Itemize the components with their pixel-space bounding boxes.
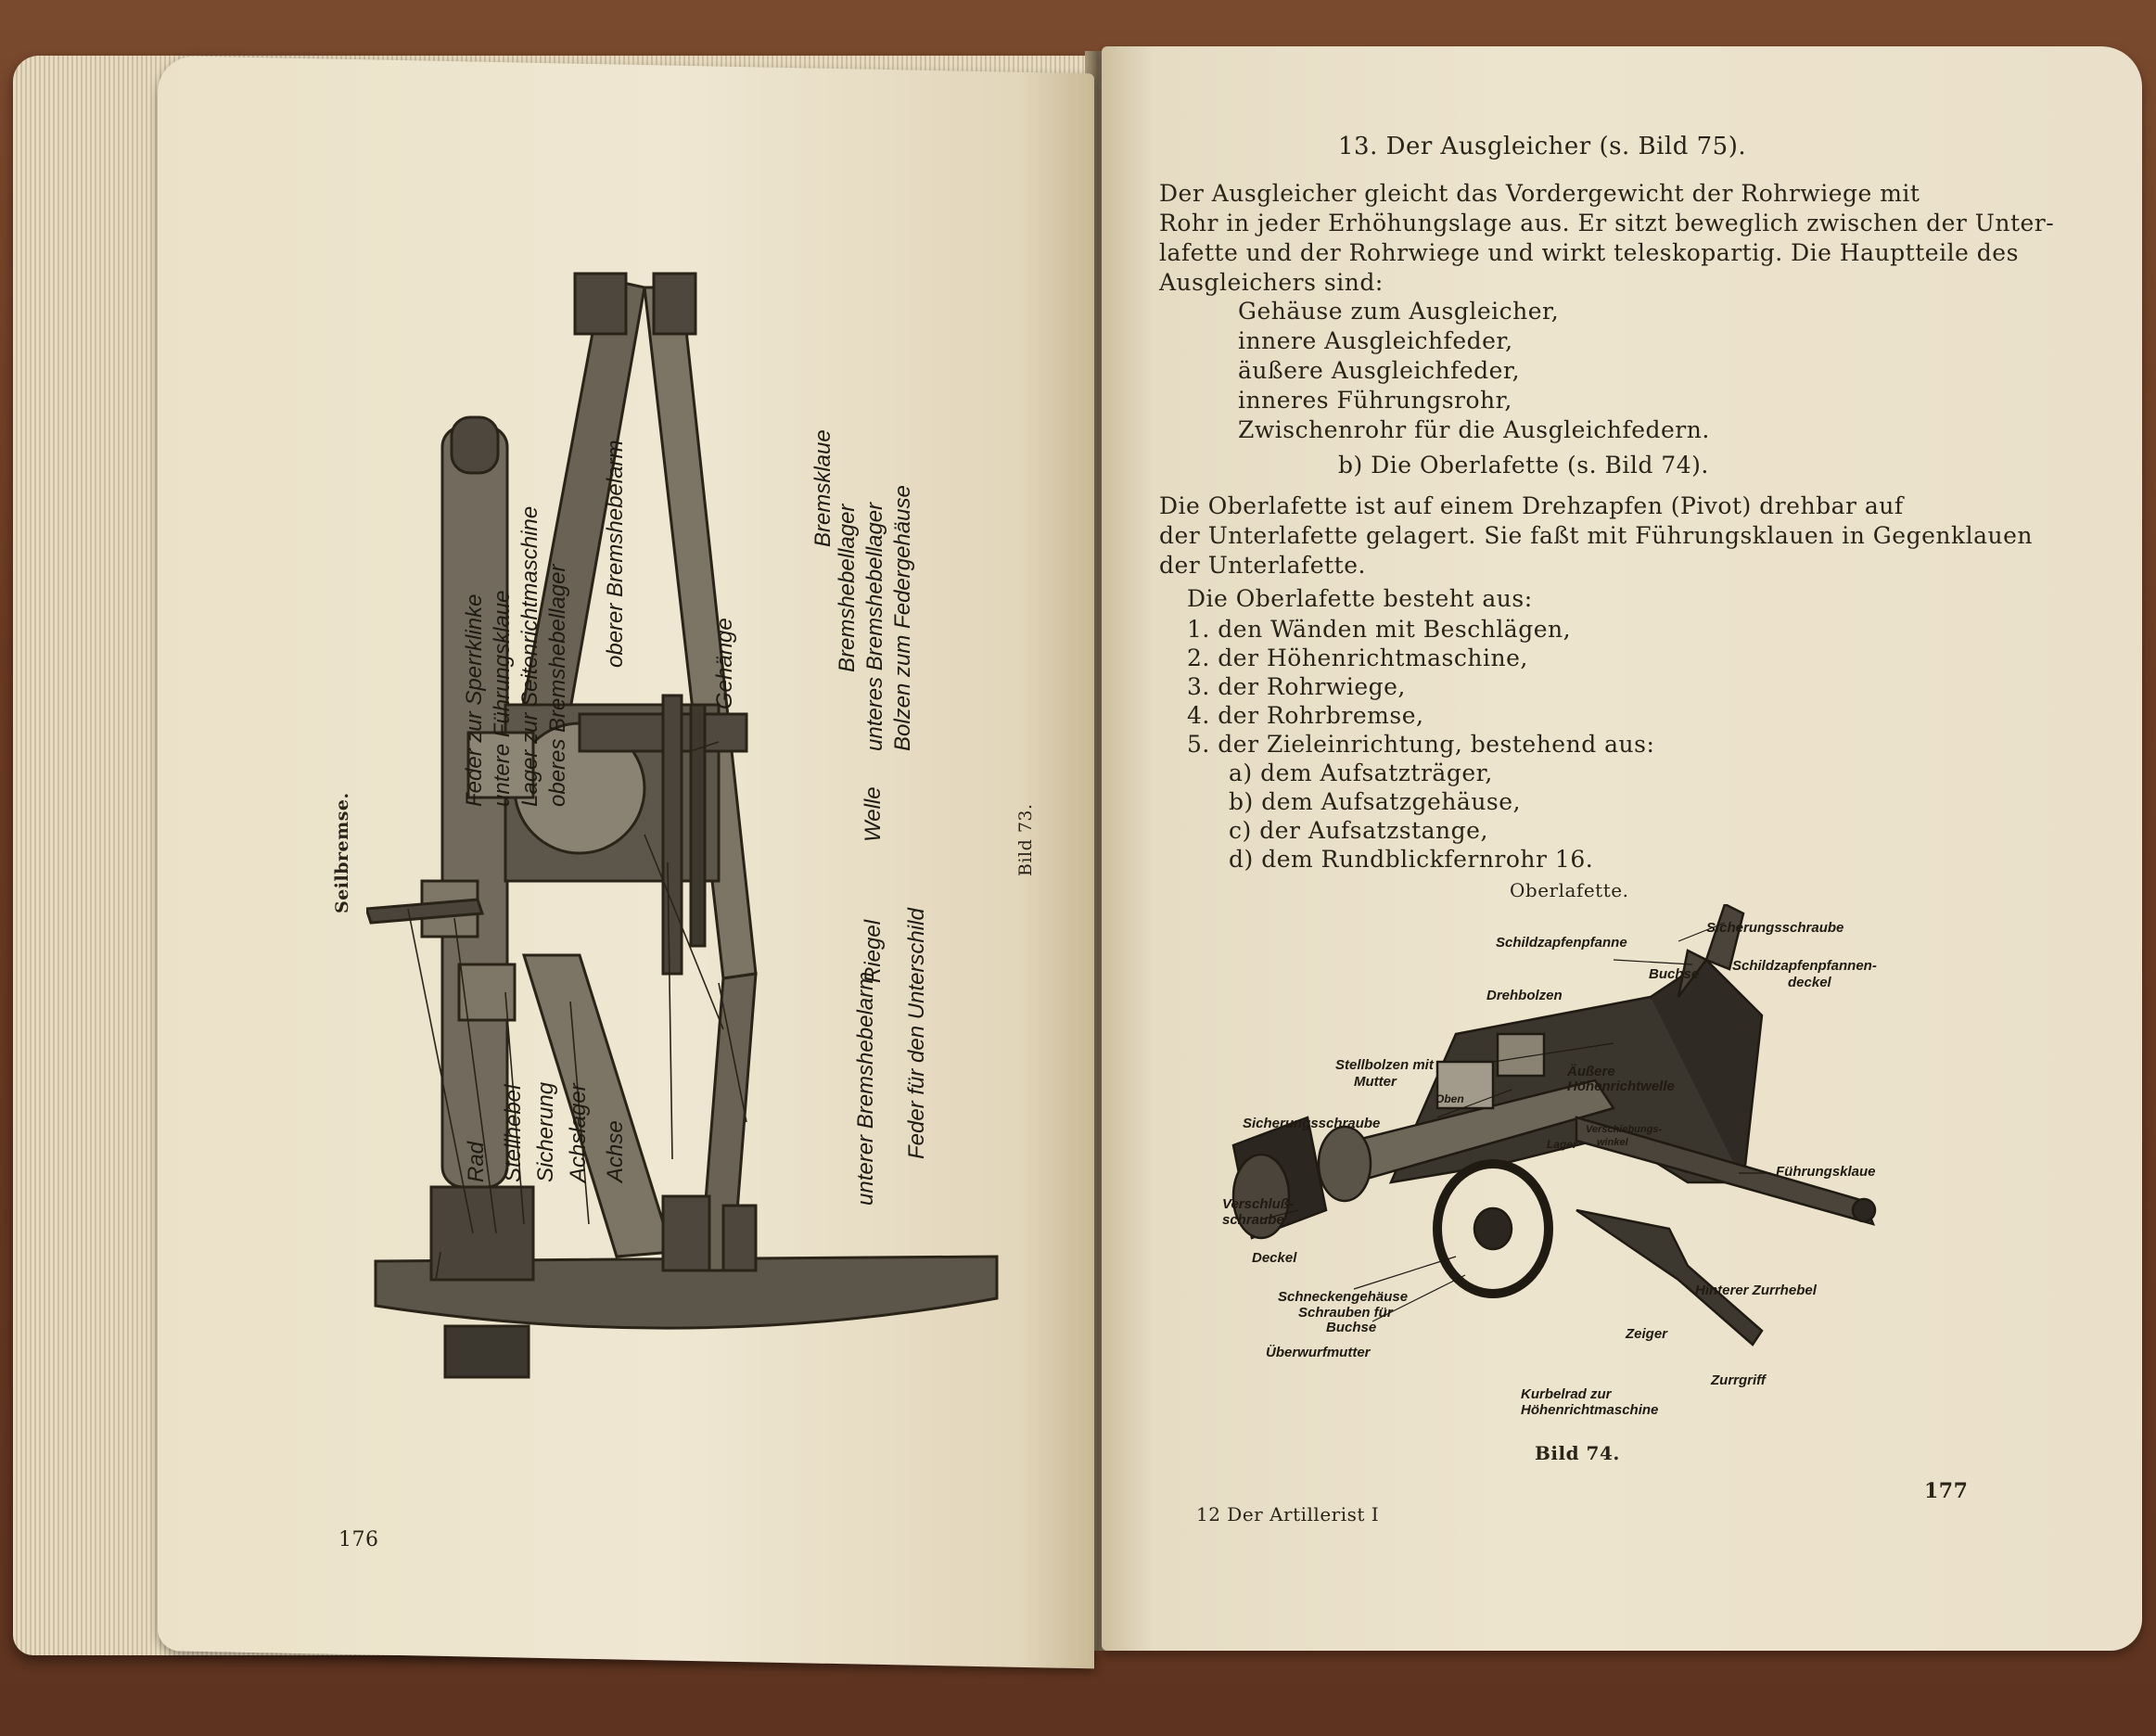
label-bremshebellager: Bremshebellager xyxy=(835,504,860,672)
label-hinterer-zurrhebel: Hinterer Zurrhebel xyxy=(1695,1283,1817,1298)
label-aeussere: Äußere xyxy=(1567,1064,1615,1079)
subsection-heading: b) Die Oberlafette (s. Bild 74). xyxy=(1338,452,1709,479)
label-stellbolzen: Stellbolzen mit xyxy=(1335,1057,1434,1073)
label-lager-seitenrichtmaschine: Lager zur Seitenrichtmaschine xyxy=(517,505,542,807)
text-line: der Unterlafette gelagert. Sie faßt mit Führungsklauen in Gegenklauen xyxy=(1159,522,2034,549)
label-unterer-bremshebelarm: unterer Bremshebelarm xyxy=(853,971,878,1206)
list-item: äußere Ausgleichfeder, xyxy=(1238,357,1521,384)
text-line: Ausgleichers sind: xyxy=(1159,269,1384,296)
label-oben: Oben xyxy=(1435,1092,1464,1105)
label-unteres-bremshebellager: unteres Bremshebellager xyxy=(862,502,887,751)
brake-drawing xyxy=(366,269,1034,1400)
list-item: Zwischenrohr für die Ausgleichfedern. xyxy=(1238,416,1710,443)
label-schrauben-buchse-cont: Buchse xyxy=(1326,1320,1377,1335)
numbered-list xyxy=(1187,615,1654,759)
label-zurrgriff: Zurrgriff xyxy=(1711,1372,1766,1388)
list-item: 3. der Rohrwiege, xyxy=(1187,673,1406,700)
label-verschlussschraube-cont: schraube xyxy=(1222,1212,1284,1228)
label-verschiebungswinkel: Verschiebungs- xyxy=(1586,1124,1663,1135)
list-item: 5. der Zieleinrichtung, bestehend aus: xyxy=(1187,731,1655,758)
list-item: inneres Führungsrohr, xyxy=(1238,387,1512,414)
label-bolzen-federgehaeuse: Bolzen zum Federgehäuse xyxy=(890,485,915,751)
label-stellbolzen-mutter: Mutter xyxy=(1354,1074,1397,1090)
label-ueberwurfmutter: Überwurfmutter xyxy=(1266,1345,1371,1360)
label-lager: Lager xyxy=(1547,1138,1577,1151)
label-deckel: Deckel xyxy=(1252,1250,1297,1266)
list-item: 1. den Wänden mit Beschlägen, xyxy=(1187,616,1572,643)
label-kurbelrad: Kurbelrad zur xyxy=(1521,1386,1612,1402)
label-welle: Welle xyxy=(861,786,886,842)
list-item: d) dem Rundblickfernrohr 16. xyxy=(1229,846,1594,873)
right-page-number: 177 xyxy=(1924,1479,1969,1503)
label-oberes-bremshebellager: oberes Bremshebellager xyxy=(545,564,570,807)
label-schrauben-buchse: Schrauben für xyxy=(1298,1305,1393,1321)
list-item: 4. der Rohrbremse, xyxy=(1187,702,1424,729)
label-sicherungsschraube-top: Sicherungsschraube xyxy=(1706,920,1844,936)
label-rad: Rad xyxy=(464,1141,489,1182)
figure-74-caption: Bild 74. xyxy=(1535,1442,1620,1464)
label-sicherungsschraube: Sicherungsschraube xyxy=(1243,1116,1381,1131)
left-page-number: 176 xyxy=(338,1528,379,1551)
list-item: Gehäuse zum Ausgleicher, xyxy=(1238,298,1560,325)
label-hoehenrichtwelle: Höhenrichtwelle xyxy=(1567,1079,1675,1094)
label-oberer-bremshebelarm: oberer Bremshebelarm xyxy=(603,440,628,668)
label-buchse: Buchse xyxy=(1649,966,1700,982)
label-schildzapfenpfanne: Schildzapfenpfanne xyxy=(1496,935,1627,951)
figure-73-label: Bild 73. xyxy=(1015,803,1036,876)
label-drehbolzen: Drehbolzen xyxy=(1486,988,1563,1003)
left-page-title: Seilbremse. xyxy=(332,792,352,913)
paragraph-ausgleicher xyxy=(1159,179,2054,298)
label-achse: Achse xyxy=(603,1120,628,1182)
label-zeiger: Zeiger xyxy=(1626,1326,1668,1342)
section-heading: 13. Der Ausgleicher (s. Bild 75). xyxy=(1338,133,1747,160)
label-gehaenge: Gehänge xyxy=(712,618,737,709)
label-kurbelrad-cont: Höhenrichtmaschine xyxy=(1521,1402,1659,1418)
list-item: a) dem Aufsatzträger, xyxy=(1229,760,1493,786)
label-feder-sperrklinke: Feder zur Sperrklinke xyxy=(462,594,487,807)
list-item: c) der Aufsatzstange, xyxy=(1229,817,1488,844)
text-line: lafette und der Rohrwiege und wirkt teleskopartig. Die Hauptteile des xyxy=(1159,239,2019,266)
label-stellhebel: Stellhebel xyxy=(501,1084,526,1182)
label-verschiebungswinkel-cont: winkel xyxy=(1597,1137,1628,1148)
label-achslager: Achslager xyxy=(566,1083,591,1182)
text-line: Der Ausgleicher gleicht das Vordergewicht der Rohrwiege mit xyxy=(1159,180,1920,207)
paragraph-besteht: Die Oberlafette besteht aus: xyxy=(1187,585,1533,612)
page-footer: 12 Der Artillerist I xyxy=(1196,1503,1380,1525)
text-line: Rohr in jeder Erhöhungslage aus. Er sitzt beweglich zwischen der Unter- xyxy=(1159,210,2055,236)
paragraph-oberlafette xyxy=(1159,491,2033,581)
label-verschlussschraube: Verschluß- xyxy=(1222,1196,1294,1212)
label-riegel: Riegel xyxy=(861,919,886,983)
list-item: 2. der Höhenrichtmaschine, xyxy=(1187,645,1528,671)
label-bremsklaue: Bremsklaue xyxy=(810,429,836,547)
list-ausgleicher-parts xyxy=(1238,297,1710,445)
lettered-list xyxy=(1229,759,1593,874)
list-item: innere Ausgleichfeder, xyxy=(1238,327,1513,354)
label-schildzapfenpfannendeckel-cont: deckel xyxy=(1788,975,1831,990)
list-item: b) dem Aufsatzgehäuse, xyxy=(1229,788,1521,815)
label-sicherung: Sicherung xyxy=(533,1081,558,1182)
label-untere-fuehrungsklaue: untere Führungsklaue xyxy=(490,590,515,807)
figure-74-title: Oberlafette. xyxy=(1510,879,1629,901)
text-line: Die Oberlafette ist auf einem Drehzapfen (Pivot) drehbar auf xyxy=(1159,492,1904,519)
label-schneckengehaeuse: Schneckengehäuse xyxy=(1278,1289,1409,1305)
label-fuehrungsklaue: Führungsklaue xyxy=(1776,1164,1876,1180)
text-line: der Unterlafette. xyxy=(1159,552,1366,579)
label-schildzapfenpfannendeckel: Schildzapfenpfannen- xyxy=(1732,958,1877,974)
label-feder-unterschild: Feder für den Unterschild xyxy=(904,908,929,1159)
